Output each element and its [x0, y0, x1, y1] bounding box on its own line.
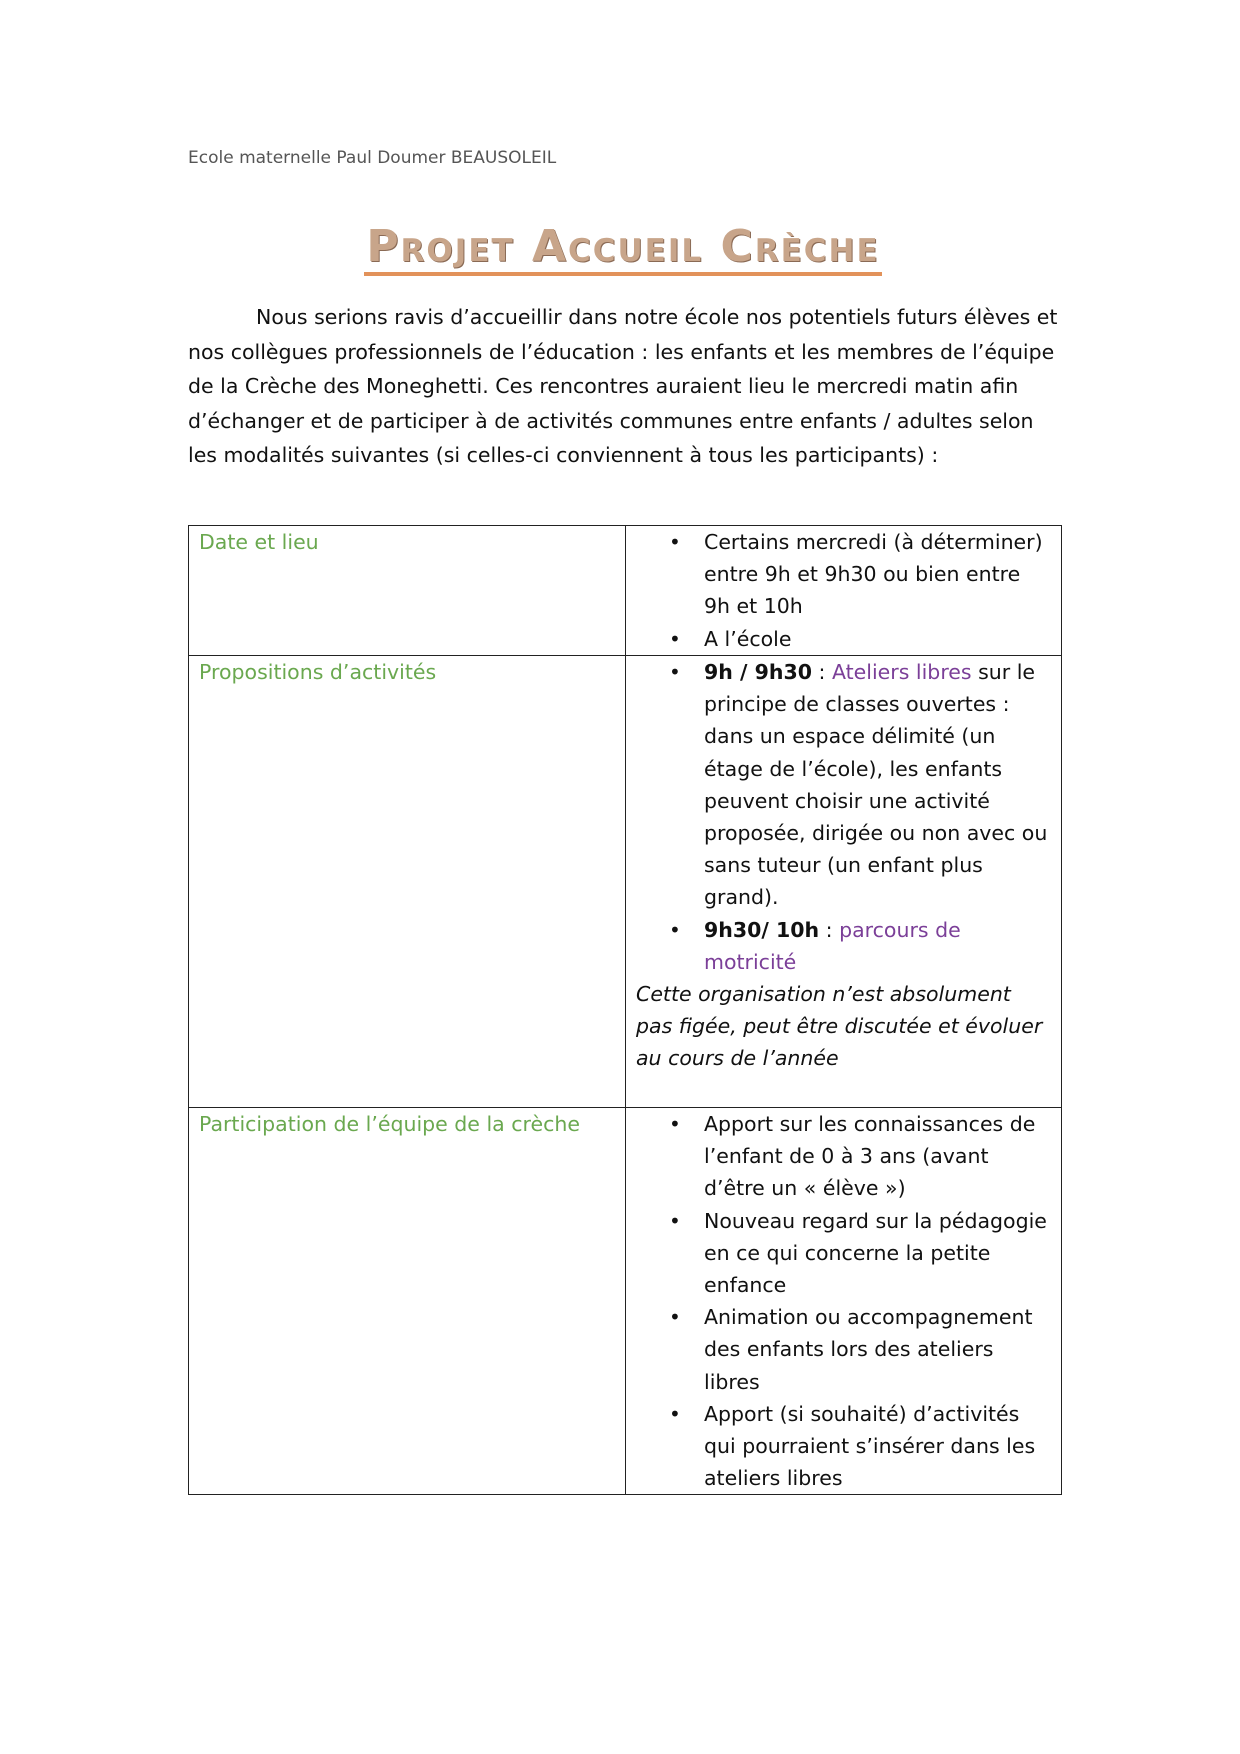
activity-name: parcours de motricité [704, 917, 961, 974]
activity-description: sur le principe de classes ouvertes : dans un espace délimité (un étage de l’école), les enfants peuvent choisir une activité proposée, dirigée ou non avec ou sans tuteur (un enfant plus grand). [704, 660, 1048, 910]
row-content-date [626, 526, 1062, 656]
list-item: • Certains mercredi (à déterminer) entre 9h et 9h30 ou bien entre 9h et 10h [636, 526, 1051, 623]
list-item: • Nouveau regard sur la pédagogie en ce qui concerne la petite enfance [636, 1205, 1051, 1302]
separator: : [812, 660, 832, 684]
time-slot: 9h / 9h30 [704, 660, 813, 684]
list-item [636, 914, 1051, 978]
list-item: • Apport sur les connaissances de l’enfant de 0 à 3 ans (avant d’être un « élève ») [636, 1108, 1051, 1205]
row-label-activities: Propositions d’activités [189, 656, 626, 1108]
table-row [189, 1108, 1062, 1495]
title-container [188, 222, 1058, 276]
school-name: Ecole maternelle Paul Doumer BEAUSOLEIL [188, 148, 557, 168]
row-label-participation: Participation de l’équipe de la crèche [189, 1108, 626, 1495]
list-item: • Animation ou accompagnement des enfants lors des ateliers libres [636, 1301, 1051, 1398]
separator: : [819, 917, 840, 942]
table-row [189, 656, 1062, 1108]
modalities-table [188, 525, 1062, 1495]
row-content-activities [626, 656, 1062, 1108]
list-item: • A l’école [636, 623, 1051, 655]
bullet-list [636, 1108, 1051, 1494]
list-item [636, 656, 1051, 914]
intro-paragraph: Nous serions ravis d’accueillir dans notre école nos potentiels futurs élèves et nos collègues professionnels de l’éducation : les enfants et les membres de l’équipe de la Crèche des Moneghetti. Ces rencontres auraient lieu le mercredi matin afin d’échanger et de participer à de activités communes entre enfants / adultes selon les modalités suivantes (si celles-ci conviennent à tous les participants) : [188, 305, 1058, 467]
organisation-note: Cette organisation n’est absolument pas figée, peut être discutée et évoluer au cours de l’année [636, 982, 1043, 1071]
row-content-participation [626, 1108, 1062, 1495]
bullet-list [636, 656, 1051, 978]
list-item: • Apport (si souhaité) d’activités qui pourraient s’insérer dans les ateliers libres [636, 1398, 1051, 1495]
row-label-date: Date et lieu [189, 526, 626, 656]
document-title: Projet Accueil Crèche [364, 222, 881, 276]
table-row [189, 526, 1062, 656]
activity-name: Ateliers libres [831, 660, 972, 684]
bullet-list [636, 526, 1051, 655]
time-slot: 9h30/ 10h [704, 917, 820, 942]
